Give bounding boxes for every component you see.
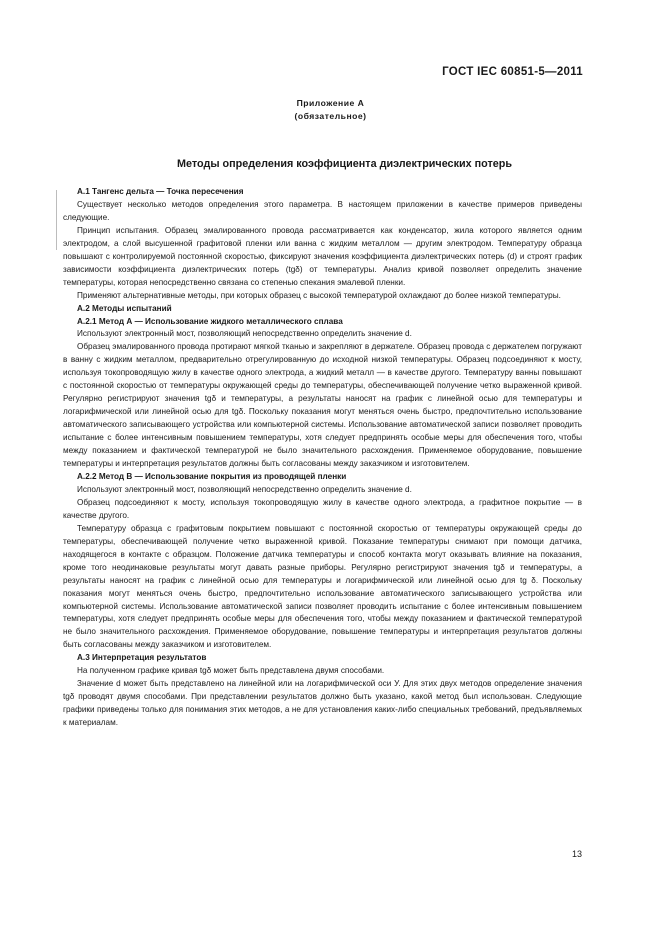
- margin-marker: [56, 190, 57, 250]
- section-heading: А.2.1 Метод А — Использование жидкого металлического сплава: [77, 316, 343, 326]
- document-id-header: ГОСТ IEC 60851-5—2011: [442, 66, 583, 78]
- body-paragraph: Значение d может быть представлено на линейной или на логарифмической оси У. Для этих двух методов определение значения tgδ проводят двумя способами. При представлении результатов должно быть указано, какой метод был использован. Следующие графики приведены только для понимания этих методов, а не для установления каких-либо специальных требований, предъявляемых к материалам.: [63, 679, 582, 728]
- body-paragraph: Существует несколько методов определения этого параметра. В настоящем приложении в качестве примеров приведены следующие.: [63, 199, 582, 222]
- body-paragraph: Образец подсоединяют к мосту, используя токопроводящую жилу в качестве одного электрода, а графитное покрытие — в качестве другого.: [63, 497, 582, 520]
- body-paragraph: Применяют альтернативные методы, при которых образец с высокой температурой охлаждают до более низкой температуры.: [77, 290, 561, 300]
- body-paragraph: На полученном графике кривая tgδ может быть представлена двумя способами.: [77, 666, 385, 676]
- section-heading: А.2 Методы испытаний: [77, 303, 172, 313]
- body-paragraph: Принцип испытания. Образец эмалированного провода рассматривается как конденсатор, жила которого является одним электродом, а слой высушенной графитовой пленки или ванна с жидким металлом — другим электродом. Температуру образца повышают с контролируемой постоянной скоростью, фиксируют значения коэффициента диэлектрических потерь (d) и строят график зависимости коэффициента диэлектрических потерь (tgδ) от температуры. Анализ кривой позволяет определить значение температуры, которая непосредственно связана со степенью спекания эмалевой пленки.: [63, 225, 582, 287]
- section-heading: А.2.2 Метод В — Использование покрытия из проводящей пленки: [77, 471, 347, 481]
- body-paragraph: Используют электронный мост, позволяющий непосредственно определить значение d.: [77, 329, 412, 339]
- annex-heading: [0, 97, 661, 123]
- document-body: [63, 186, 582, 730]
- section-title: Методы определения коэффициента диэлектрических потерь: [177, 158, 512, 170]
- section-heading: А.1 Тангенс дельта — Точка пересечения: [77, 187, 244, 196]
- section-heading: А.3 Интерпретация результатов: [77, 653, 207, 663]
- annex-status: (обязательное): [294, 111, 367, 121]
- body-paragraph: Образец эмалированного провода протирают мягкой тканью и закрепляют в держателе. Образец провода с держателем погружают в ванну с жидким металлом, предварительно отрегулированную до исходной низкой температуры. Образец подсоединяют к мосту, используя токопроводящую жилу в качестве одного электрода, а жидкий металл — в качестве другого. Температуру ванны повышают с постоянной скоростью от температуры окружающей среды до температуры, обеспечивающей получение четко выраженной кривой. Регулярно регистрируют значения tgδ и температуры, а результаты наносят на график с линейной осью для температуры и логарифмической или линейной осью для tgδ. Поскольку показания могут меняться очень быстро, предпочтительно использование автоматического записывающего устройства или компьютерной системы. Использование автоматической записи позволяет проводить испытание с более интенсивным повышением температуры, хотя следует предпринять особые меры для обеспечения того, чтобы между показанием и фактической температурой не было значительного расхождения. Применяемое оборудование, повышение температуры и интерпретация результатов должны быть согласованы между заказчиком и изготовителем.: [63, 342, 582, 469]
- page-number: 13: [571, 849, 582, 859]
- body-paragraph: Температуру образца с графитовым покрытием повышают с постоянной скоростью от температуры окружающей среды до температуры, обеспечивающей получение четко выраженной кривой. Показание температуры снимают при помощи датчика, находящегося в контакте с образцом. Положение датчика температуры и способ контакта могут оказывать влияние на показания, кроме того неодинаковые результаты могут давать разные приборы. Регулярно регистрируют значения tgδ и температуры, а результаты наносят на график с линейной осью для температуры и логарифмической или линейной осью для tg δ. Поскольку показания могут меняться очень быстро, предпочтительно использование автоматического записывающего устройства или компьютерной системы. Использование автоматической записи позволяет проводить испытание с более интенсивным повышением температуры, хотя следует предпринять особые меры для обеспечения того, чтобы между показанием и фактической температурой не было значительного расхождения. Применяемое оборудование, повышение температуры и интерпретация результатов должны быть согласованы между заказчиком и изготовителем.: [63, 523, 582, 650]
- body-paragraph: Используют электронный мост, позволяющий непосредственно определить значение d.: [77, 484, 412, 494]
- annex-title: Приложение А: [296, 98, 365, 108]
